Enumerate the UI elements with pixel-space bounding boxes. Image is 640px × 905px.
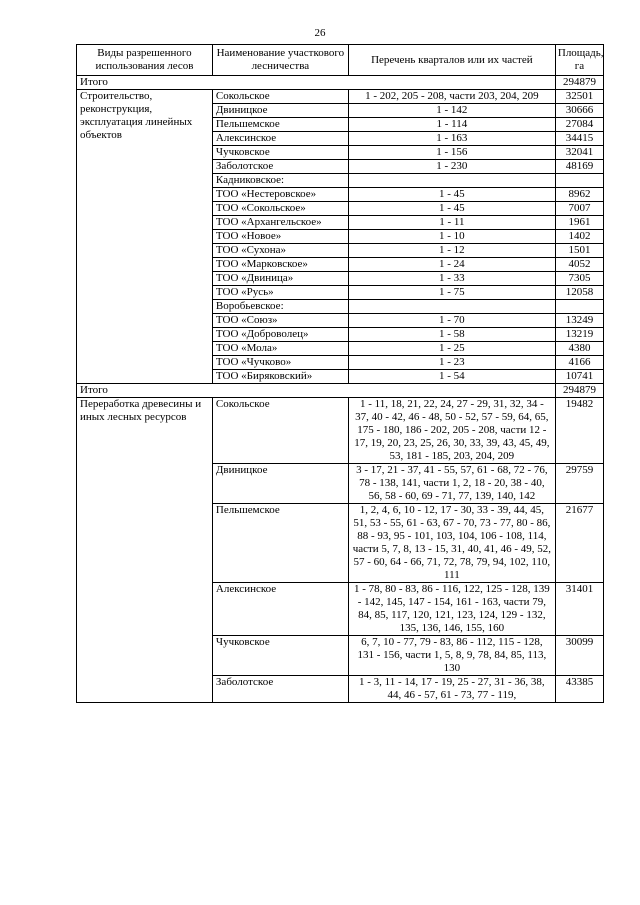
forestry-name: Чучковское	[212, 146, 348, 160]
quarters-list: 1 - 142	[348, 104, 555, 118]
area-value: 12058	[555, 286, 603, 300]
area-value: 4380	[555, 342, 603, 356]
forestry-name: ТОО «Чучково»	[212, 356, 348, 370]
header-quarters: Перечень кварталов или их частей	[348, 45, 555, 76]
quarters-list: 1 - 230	[348, 160, 555, 174]
area-value: 1501	[555, 244, 603, 258]
area-value: 7007	[555, 202, 603, 216]
forestry-name: Заболотское	[212, 160, 348, 174]
quarters-list: 1 - 58	[348, 328, 555, 342]
quarters-list: 1 - 10	[348, 230, 555, 244]
forestry-name: Двиницкое	[212, 464, 348, 504]
quarters-list: 1 - 11	[348, 216, 555, 230]
area-value: 30099	[555, 636, 603, 676]
total-row	[77, 384, 604, 398]
quarters-list: 1 - 202, 205 - 208, части 203, 204, 209	[348, 90, 555, 104]
area-value: 1402	[555, 230, 603, 244]
quarters-list: 1 - 114	[348, 118, 555, 132]
total-label: Итого	[77, 76, 556, 90]
header-area: Площадь, га	[555, 45, 603, 76]
area-value: 31401	[555, 583, 603, 636]
total-area: 294879	[555, 76, 603, 90]
quarters-list: 1 - 156	[348, 146, 555, 160]
area-value	[555, 300, 603, 314]
area-value: 4052	[555, 258, 603, 272]
quarters-list: 1 - 33	[348, 272, 555, 286]
quarters-list: 1 - 163	[348, 132, 555, 146]
header-use: Виды разрешенного использования лесов	[77, 45, 213, 76]
area-value: 8962	[555, 188, 603, 202]
header-forestry: Наименование участкового лесничества	[212, 45, 348, 76]
total-label: Итого	[77, 384, 556, 398]
forestry-name: ТОО «Мола»	[212, 342, 348, 356]
forestry-name: Двиницкое	[212, 104, 348, 118]
quarters-list: 1 - 45	[348, 188, 555, 202]
quarters-list	[348, 174, 555, 188]
area-value: 19482	[555, 398, 603, 464]
table-row	[77, 90, 604, 104]
quarters-list: 6, 7, 10 - 77, 79 - 83, 86 - 112, 115 - 128, 131 - 156, части 1, 5, 8, 9, 78, 84, 85, 113, 130	[348, 636, 555, 676]
forestry-name: ТОО «Доброволец»	[212, 328, 348, 342]
quarters-list: 1 - 23	[348, 356, 555, 370]
area-value: 27084	[555, 118, 603, 132]
forestry-name: Сокольское	[212, 90, 348, 104]
area-value: 4166	[555, 356, 603, 370]
area-value: 30666	[555, 104, 603, 118]
table-header-row	[77, 45, 604, 76]
forestry-name: ТОО «Двиница»	[212, 272, 348, 286]
forestry-name: ТОО «Нестеровское»	[212, 188, 348, 202]
quarters-list: 3 - 17, 21 - 37, 41 - 55, 57, 61 - 68, 72 - 76, 78 - 138, 141, части 1, 2, 18 - 20, 38 - 40, 56, 58 - 60, 69 - 71, 77, 139, 140, 142	[348, 464, 555, 504]
table-body	[77, 76, 604, 703]
total-area: 294879	[555, 384, 603, 398]
forestry-name: ТОО «Биряковский»	[212, 370, 348, 384]
forestry-name: ТОО «Марковское»	[212, 258, 348, 272]
quarters-list	[348, 300, 555, 314]
use-type-cell: Переработка древесины и иных лесных ресурсов	[77, 398, 213, 703]
area-value: 48169	[555, 160, 603, 174]
forestry-name: ТОО «Союз»	[212, 314, 348, 328]
quarters-list: 1 - 25	[348, 342, 555, 356]
forestry-name: Заболотское	[212, 676, 348, 703]
forestry-name: Пельшемское	[212, 118, 348, 132]
quarters-list: 1 - 12	[348, 244, 555, 258]
forestry-name: Воробьевское:	[212, 300, 348, 314]
forest-use-table	[76, 44, 604, 703]
area-value: 32041	[555, 146, 603, 160]
quarters-list: 1 - 54	[348, 370, 555, 384]
area-value: 34415	[555, 132, 603, 146]
quarters-list: 1 - 3, 11 - 14, 17 - 19, 25 - 27, 31 - 36, 38, 44, 46 - 57, 61 - 73, 77 - 119,	[348, 676, 555, 703]
area-value: 43385	[555, 676, 603, 703]
area-value: 7305	[555, 272, 603, 286]
area-value: 21677	[555, 504, 603, 583]
forestry-name: ТОО «Сухона»	[212, 244, 348, 258]
quarters-list: 1 - 78, 80 - 83, 86 - 116, 122, 125 - 128, 139 - 142, 145, 147 - 154, 161 - 163, части 79, 84, 85, 117, 120, 121, 123, 124, 129 - 132, 135, 136, 146, 155, 160	[348, 583, 555, 636]
forestry-name: Алексинское	[212, 132, 348, 146]
forestry-name: ТОО «Русь»	[212, 286, 348, 300]
use-type-cell: Строительство, реконструкция, эксплуатация линейных объектов	[77, 90, 213, 384]
area-value: 13219	[555, 328, 603, 342]
quarters-list: 1 - 70	[348, 314, 555, 328]
quarters-list: 1 - 45	[348, 202, 555, 216]
area-value	[555, 174, 603, 188]
page-number: 26	[314, 27, 326, 39]
quarters-list: 1, 2, 4, 6, 10 - 12, 17 - 30, 33 - 39, 44, 45, 51, 53 - 55, 61 - 63, 67 - 70, 73 - 77, 80 - 86, 88 - 93, 95 - 101, 103, 104, 106 - 108, 114, части 5, 7, 8, 13 - 15, 31, 40, 41, 46 - 49, 52, 57 - 60, 64 - 66, 71, 72, 78, 79, 94, 102, 110, 111	[348, 504, 555, 583]
quarters-list: 1 - 24	[348, 258, 555, 272]
forestry-name: ТОО «Новое»	[212, 230, 348, 244]
forestry-name: Сокольское	[212, 398, 348, 464]
area-value: 29759	[555, 464, 603, 504]
area-value: 32501	[555, 90, 603, 104]
quarters-list: 1 - 11, 18, 21, 22, 24, 27 - 29, 31, 32, 34 - 37, 40 - 42, 46 - 48, 50 - 52, 57 - 59, 64, 65, 175 - 180, 186 - 202, 205 - 208, части 12 - 17, 19, 20, 23, 25, 26, 30, 33, 39, 43, 45, 49, 53, 181 - 185, 203, 204, 209	[348, 398, 555, 464]
area-value: 10741	[555, 370, 603, 384]
quarters-list: 1 - 75	[348, 286, 555, 300]
total-row	[77, 76, 604, 90]
forestry-name: Пельшемское	[212, 504, 348, 583]
forestry-name: ТОО «Архангельское»	[212, 216, 348, 230]
area-value: 1961	[555, 216, 603, 230]
forestry-name: Чучковское	[212, 636, 348, 676]
forestry-name: Кадниковское:	[212, 174, 348, 188]
forestry-name: ТОО «Сокольское»	[212, 202, 348, 216]
forestry-name: Алексинское	[212, 583, 348, 636]
area-value: 13249	[555, 314, 603, 328]
table-row	[77, 398, 604, 464]
